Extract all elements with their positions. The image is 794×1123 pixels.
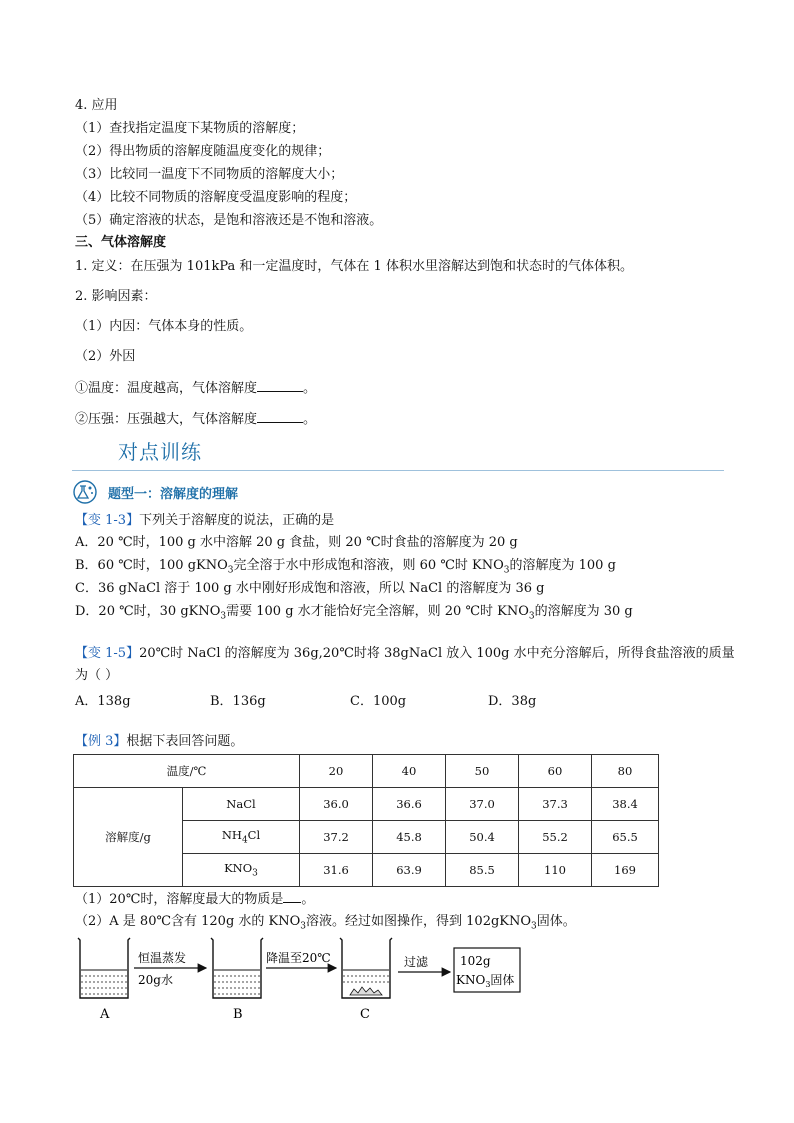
table-cell: 38.4 <box>592 788 659 821</box>
label-b: B <box>233 1007 243 1022</box>
table-cell: 63.9 <box>373 854 446 887</box>
temp-cell: 50 <box>446 755 519 788</box>
solubility-header: 溶解度/g <box>74 788 183 887</box>
table-cell: 50.4 <box>446 821 519 854</box>
topic-header <box>72 478 238 506</box>
q2-option-d: D．38g <box>488 694 537 709</box>
temperature-end: 。 <box>303 381 317 396</box>
substance-name <box>183 821 300 854</box>
formula-sub: 4 <box>241 835 248 846</box>
q3-stem: 根据下表回答问题。 <box>126 734 244 749</box>
q2-option-a: A．138g <box>75 694 131 709</box>
q2-stem-line <box>75 645 735 663</box>
step2-top-label: 降温至20℃ <box>266 951 331 965</box>
heading-application: 4. 应用 <box>75 98 118 113</box>
result-line2 <box>456 972 514 989</box>
q2-tag: 【变 1-5】 <box>75 646 140 661</box>
temperature-blank <box>257 379 303 392</box>
table-header-row <box>74 755 659 788</box>
temperature-text: ①温度：温度越高，气体溶解度 <box>75 381 258 396</box>
pressure-blank <box>257 410 303 423</box>
table-cell: 45.8 <box>373 821 446 854</box>
q1-d-sub2: 3 <box>528 611 535 622</box>
q3-part1-text: （1）20℃时，溶解度最大的物质是 <box>75 892 284 907</box>
label-a: A <box>100 1007 110 1022</box>
result-line1: 102g <box>460 954 491 968</box>
q3-part1 <box>75 890 314 909</box>
step1-top-label: 恒温蒸发 <box>138 951 187 965</box>
label-c: C <box>360 1007 370 1022</box>
heading-gas-solubility: 三、气体溶解度 <box>75 235 167 250</box>
temp-cell: 40 <box>373 755 446 788</box>
crystals-icon <box>350 987 382 995</box>
gas-definition: 1. 定义：在压强为 101kPa 和一定温度时，气体在 1 体积水里溶解达到饱和状态时的气体体积。 <box>75 259 633 274</box>
q3-part1-blank <box>283 890 301 903</box>
q1-b-sub1: 3 <box>227 565 234 576</box>
table-cell: 36.0 <box>300 788 373 821</box>
q1-b-part2: 完全溶于水中形成饱和溶液，则 60 ℃时 KNO <box>233 558 504 573</box>
application-item-3: （3）比较同一温度下不同物质的溶解度大小； <box>75 167 344 182</box>
factors-heading: 2. 影响因素： <box>75 289 157 304</box>
q1-d-part1: D．20 ℃时，30 gKNO <box>75 604 221 619</box>
pressure-text: ②压强：压强越大，气体溶解度 <box>75 412 258 427</box>
internal-factor: （1）内因：气体本身的性质。 <box>75 319 253 334</box>
table-cell: 37.0 <box>446 788 519 821</box>
table-cell: 37.3 <box>519 788 592 821</box>
q1-d-part3: 的溶解度为 30 g <box>534 604 633 619</box>
temperature-factor <box>75 379 316 398</box>
q2-stem-cont: 为（ ） <box>75 668 119 683</box>
q1-option-a: A．20 ℃时，100 g 水中溶解 20 g 食盐，则 20 ℃时食盐的溶解度为 20 g <box>75 535 518 550</box>
q1-option-d <box>75 603 633 626</box>
substance-name: NaCl <box>183 788 300 821</box>
q3-part2-sub1: 3 <box>300 921 307 932</box>
pressure-end: 。 <box>303 412 317 427</box>
external-factor: （2）外因 <box>75 349 136 364</box>
q1-d-part2: 需要 100 g 水才能恰好完全溶解，则 20 ℃时 KNO <box>226 604 529 619</box>
q1-tag: 【变 1-3】 <box>75 513 140 528</box>
temp-cell: 20 <box>300 755 373 788</box>
beaker-c <box>340 938 392 998</box>
q3-part2-c: 固体。 <box>536 914 576 929</box>
q1-d-sub1: 3 <box>220 611 227 622</box>
formula-main: KNO <box>224 861 253 876</box>
substance-name <box>183 854 300 887</box>
table-cell: 169 <box>592 854 659 887</box>
temp-cell: 80 <box>592 755 659 788</box>
temp-header: 温度/℃ <box>74 755 300 788</box>
table-cell: 55.2 <box>519 821 592 854</box>
q3-stem-line <box>75 733 243 751</box>
table-cell: 110 <box>519 854 592 887</box>
q1-stem-line <box>75 512 334 530</box>
application-item-4: （4）比较不同物质的溶解度受温度影响的程度； <box>75 190 357 205</box>
table-row <box>74 788 659 821</box>
q3-part2-a: （2）A 是 80℃含有 120g 水的 KNO <box>75 914 301 929</box>
result-sub: 3 <box>485 980 491 989</box>
table-cell: 31.6 <box>300 854 373 887</box>
pressure-factor <box>75 410 316 429</box>
q3-part2-sub2: 3 <box>531 921 537 932</box>
result-solid: 固体 <box>490 973 515 987</box>
flask-icon <box>72 480 98 504</box>
solubility-table <box>73 754 659 887</box>
step1-bottom-label: 20g水 <box>138 973 173 987</box>
table-cell: 37.2 <box>300 821 373 854</box>
q1-b-part1: B．60 ℃时，100 gKNO <box>75 558 228 573</box>
beaker-a <box>78 938 130 998</box>
q2-stem: 20℃时 NaCl 的溶解度为 36g,20℃时将 38gNaCl 放入 100g 水中充分溶解后，所得食盐溶液的质量 <box>139 646 735 661</box>
topic-label: 题型一：溶解度的理解 <box>108 486 239 502</box>
section-title: 对点训练 <box>118 440 202 464</box>
temp-cell: 60 <box>519 755 592 788</box>
q2-option-b: B．136g <box>210 694 266 709</box>
process-diagram <box>70 932 540 1027</box>
q3-tag: 【例 3】 <box>75 734 127 749</box>
beaker-b <box>211 938 263 998</box>
q3-part1-end: 。 <box>301 892 315 907</box>
application-item-1: （1）查找指定温度下某物质的溶解度； <box>75 121 305 136</box>
table-cell: 36.6 <box>373 788 446 821</box>
section-divider <box>72 470 724 471</box>
q1-option-b <box>75 557 616 580</box>
result-formula: KNO <box>456 973 486 987</box>
q1-stem: 下列关于溶解度的说法，正确的是 <box>139 513 335 528</box>
q2-option-c: C．100g <box>350 694 407 709</box>
application-item-2: （2）得出物质的溶解度随温度变化的规律； <box>75 144 331 159</box>
step3-top-label: 过滤 <box>404 955 429 969</box>
q1-b-part3: 的溶解度为 100 g <box>509 558 616 573</box>
formula-tail: Cl <box>247 828 261 843</box>
table-cell: 65.5 <box>592 821 659 854</box>
q3-part2-b: 溶液。经过如图操作，得到 102gKNO <box>306 914 532 929</box>
formula-sub: 3 <box>252 868 258 879</box>
q1-option-c: C．36 gNaCl 溶于 100 g 水中刚好形成饱和溶液，所以 NaCl 的溶解度为 36 g <box>75 581 545 596</box>
formula-main: NH <box>221 828 242 843</box>
table-cell: 85.5 <box>446 854 519 887</box>
q1-b-sub2: 3 <box>503 565 510 576</box>
application-item-5: （5）确定溶液的状态，是饱和溶液还是不饱和溶液。 <box>75 213 383 228</box>
